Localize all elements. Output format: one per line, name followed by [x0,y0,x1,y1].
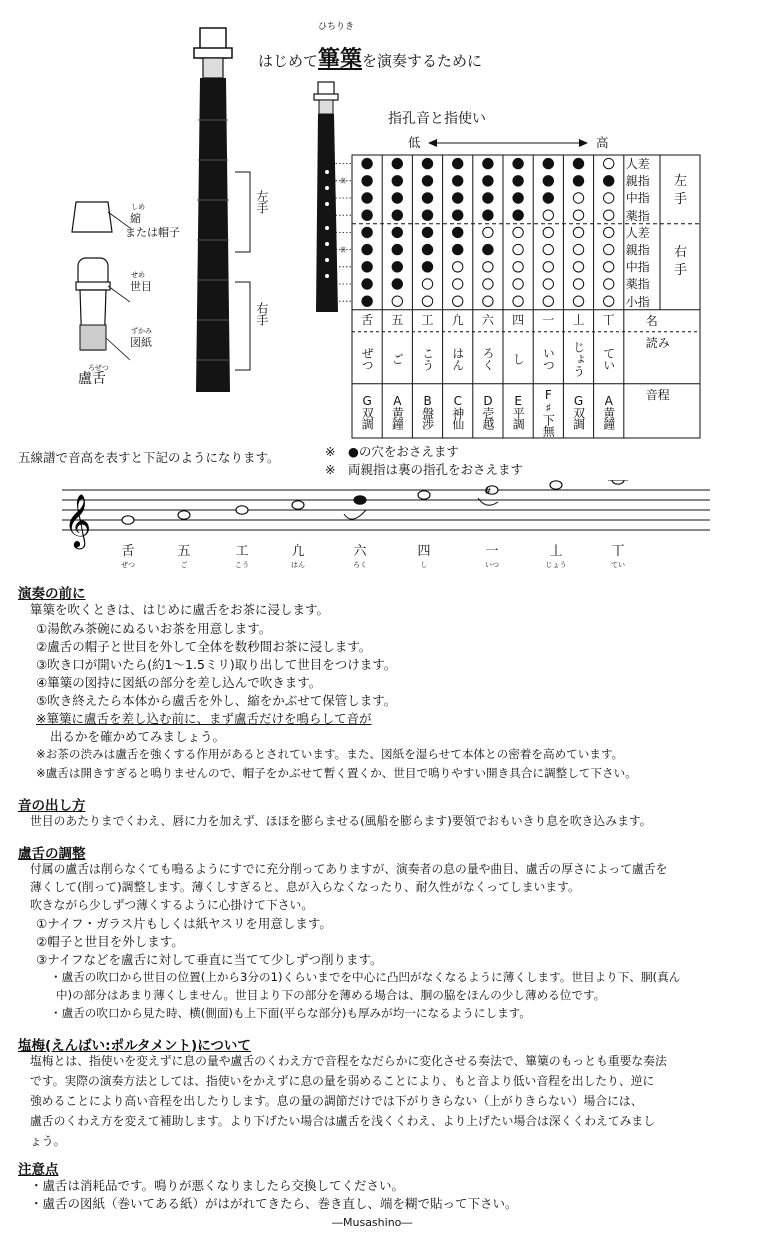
closed-hole-icon [543,193,553,203]
sharp-sign: # [484,487,492,497]
closed-hole-icon [573,158,583,168]
label-roze: 盧舌 [78,371,106,387]
sec5-item-2: ・盧舌の図紙（巻いてある紙）がはがれてきたら、巻き直し、端を糊で貼って下さい。 [30,1196,518,1211]
open-hole-icon [573,244,583,254]
label-seme: 世目 [130,280,152,293]
note-reading: し [511,352,526,365]
sec4-line-4: 盧舌のくわえ方を変えて補助します。より下げたい場合は盧舌を浅くくわえ、より上げたい場合は深くくわえてみまし [30,1114,656,1128]
closed-hole-icon [362,227,372,237]
back-hole-marker: 裏 [340,246,347,254]
sec1-step-2: ②盧舌の帽子と世目を外して全体を数秒間お茶に浸します。 [36,639,372,654]
closed-hole-icon [392,227,402,237]
staff-note-name: 丄 [549,544,563,559]
back-hole-marker: 裏 [340,177,347,185]
note-name: 四 [512,312,525,327]
note-reading: こう [420,346,435,371]
staff-note-name: 工 [235,544,249,559]
title-furigana: ひちりき [318,22,355,32]
finger-label: 薬指 [625,208,650,223]
closed-hole-icon [453,210,463,220]
staff-note [354,496,366,504]
staff-note-reading: ろく [353,561,367,569]
staff-note-reading: ぜつ [121,561,135,569]
open-hole-icon [604,193,614,203]
open-hole-icon [453,279,463,289]
note-pitch: G双調 [571,394,586,430]
sec5-item-1: ・盧舌は消耗品です。鳴りが悪くなりましたら交換してください。 [30,1178,405,1193]
label-right-hand: 右手 [255,302,269,326]
closed-hole-icon [483,176,493,186]
sec1-step-4: ④篳篥の図持に図紙の部分を差し込んで吹きます。 [36,675,322,690]
hand-right-label: 右手 [674,244,688,278]
sec3-step-2: ②帽子と世目を外します。 [36,934,184,949]
closed-hole-icon [422,158,432,168]
closed-hole-icon [543,176,553,186]
closed-hole-icon [543,158,553,168]
hand-left-label: 左手 [674,174,688,207]
label-seme-ruby: せめ [131,271,145,279]
section-heading-adjust: 盧舌の調整 [18,846,86,862]
finger-label: 中指 [625,260,650,275]
sec4-line-1: 塩梅とは、指使いを変えずに息の量や盧舌のくわえ方で音程をなだらかに変化させる奏法で、篳篥のもっとも重要な奏法 [30,1054,667,1068]
note-reading: はん [450,346,465,371]
open-hole-icon [513,279,523,289]
open-hole-icon [543,210,553,220]
closed-hole-icon [392,193,402,203]
label-shime-ruby: しめ [131,203,145,211]
legend-text-1: ●の穴をおさえます [348,444,459,459]
label-boshi: または帽子 [125,226,180,239]
sec3-body-2: 薄くして(削って)調整します。薄くしすぎると、息が入らなくなったり、耐久性がなくってしまいます。 [30,880,580,894]
closed-hole-icon [513,158,523,168]
pitch-label: 音程 [645,387,670,402]
open-hole-icon [543,296,553,306]
staff-note-name: 凢 [291,544,305,559]
small-hichiriki-illustration [305,80,355,320]
sec1-note-1a: ※篳篥に盧舌を差し込む前に、まず盧舌だけを鳴らして音が [36,711,372,726]
closed-hole-icon [422,227,432,237]
finger-label: 中指 [625,191,650,206]
note-name: 工 [421,312,434,327]
open-hole-icon [392,296,402,306]
open-hole-icon [604,210,614,220]
closed-hole-icon [483,158,493,168]
note-pitch: A黄鐘 [390,394,405,430]
open-hole-icon [483,279,493,289]
note-name: 凢 [451,312,464,327]
staff-note-reading: じょう [545,561,567,569]
title-prefix: はじめて [258,52,319,70]
closed-hole-icon [573,176,583,186]
sec1-step-3: ③吹き口が開いたら(約1～1.5ミリ)取り出して世目をつけます。 [36,657,397,672]
title-suffix: を演奏するために [362,52,483,70]
closed-hole-icon [422,262,432,272]
section-heading-sound: 音の出し方 [18,798,86,814]
staff-note-name: 丅 [611,544,625,559]
slur [478,498,498,505]
open-hole-icon [483,262,493,272]
note-pitch: G双調 [360,394,375,430]
open-hole-icon [604,158,614,168]
closed-hole-icon [453,158,463,168]
closed-hole-icon [513,193,523,203]
note-reading: いつ [541,346,556,371]
closed-hole-icon [392,158,402,168]
closed-hole-icon [483,244,493,254]
sec3-bullet-1a: ・盧舌の吹口から世目の位置(上から3分の1)くらいまでを中心に凸凹がなくなるように薄くします。世目より下、胴(真ん [50,970,681,984]
open-hole-icon [453,296,463,306]
open-hole-icon [604,227,614,237]
legend-note-2 [325,460,523,479]
sec4-line-5: ょう。 [30,1134,66,1148]
label-left-hand: 左手 [255,190,269,214]
note-reading: じょう [571,340,586,377]
closed-hole-icon [483,193,493,203]
closed-hole-icon [362,193,372,203]
open-hole-icon [573,227,583,237]
staff-note-name: 四 [417,544,431,559]
label-shime: 縮 [130,212,141,225]
open-hole-icon [483,296,493,306]
sec1-intro: 篳篥を吹くときは、はじめに盧舌をお茶に浸します。 [30,602,330,617]
staff-note-name: 五 [177,544,191,559]
sec1-note-3: ※盧舌は開きすぎると鳴りませんので、帽子をかぶせて暫く置くか、世目で鳴りやすい開き具合に調整して下さい。 [36,766,637,780]
name-label: 名 [645,313,658,328]
closed-hole-icon [453,244,463,254]
closed-hole-icon [392,244,402,254]
note-name: 一 [542,312,555,327]
closed-hole-icon [362,158,372,168]
open-hole-icon [453,262,463,272]
staff-note [550,481,562,489]
staff-note [292,501,304,509]
staff-note-reading: ご [180,561,188,569]
open-hole-icon [513,262,523,272]
staff-note [612,480,624,484]
footer-brand: ―Musashino― [332,1216,413,1229]
chart-low-label: 低 [408,135,421,150]
note-name: 五 [391,312,404,327]
note-name: 丅 [602,312,615,327]
legend-mark-1: ※ [325,444,336,459]
sec3-step-3: ③ナイフなどを盧舌に対して垂直に当てて少しずつ削ります。 [36,952,383,967]
finger-label: 親指 [625,243,650,257]
low-high-arrow [428,136,588,150]
finger-label: 人差 [625,157,650,171]
sec3-step-1: ①ナイフ・ガラス片もしくは紙ヤスリを用意します。 [36,916,332,931]
note-reading: てい [601,346,616,371]
label-roze-ruby: ろぜつ [88,364,109,372]
sec2-body: 世目のあたりまでくわえ、唇に力を加えず、ほほを膨らませる(風船を膨らます)要領でおもいきり息を吹き込みます。 [30,814,652,828]
label-zukami-ruby: ずかみ [131,327,152,335]
staff-note [122,516,134,524]
sec1-step-5: ⑤吹き終えたら本体から盧舌を外し、縮をかぶせて保管します。 [36,693,397,708]
open-hole-icon [573,193,583,203]
open-hole-icon [604,262,614,272]
note-reading: ろく [480,346,495,371]
staff-note-reading: てい [611,561,625,569]
open-hole-icon [573,262,583,272]
closed-hole-icon [422,210,432,220]
open-hole-icon [604,279,614,289]
open-hole-icon [604,244,614,254]
open-hole-icon [543,227,553,237]
closed-hole-icon [453,227,463,237]
finger-label: 人差 [625,225,650,240]
open-hole-icon [604,296,614,306]
staff-note-reading: し [420,561,428,569]
open-hole-icon [573,210,583,220]
staff-note-name: 舌 [121,544,135,559]
staff-note-reading: はん [291,561,305,569]
sec1-note-1b: 出るかを確かめてみましょう。 [50,729,226,744]
note-name: 丄 [572,312,585,327]
closed-hole-icon [392,279,402,289]
closed-hole-icon [362,296,372,306]
title-main: 篳篥 [318,47,363,72]
legend-mark-2: ※ [325,462,336,477]
closed-hole-icon [362,176,372,186]
note-pitch: F♯下無 [541,387,556,436]
open-hole-icon [422,279,432,289]
note-pitch: B盤渉 [420,394,435,430]
staff-note-name: 六 [353,544,367,559]
open-hole-icon [422,296,432,306]
staff-note [418,491,430,499]
closed-hole-icon [392,262,402,272]
open-hole-icon [543,279,553,289]
chart-title: 指孔音と指使い [388,111,486,127]
note-reading: ぜつ [360,346,375,371]
closed-hole-icon [483,210,493,220]
sec1-note-2: ※お茶の渋みは盧舌を強くする作用があるとされています。また、図紙を湿らせて本体との密着を高めています。 [36,747,624,761]
closed-hole-icon [362,244,372,254]
slur [344,510,366,519]
note-pitch: C神仙 [450,394,465,430]
label-zukami: 図紙 [130,336,152,349]
closed-hole-icon [453,176,463,186]
closed-hole-icon [453,193,463,203]
sec3-body-1: 付属の盧舌は削らなくても鳴るようにすでに充分削ってありますが、演奏者の息の量や曲目、盧舌の厚さによって盧舌を [30,862,668,876]
closed-hole-icon [362,279,372,289]
sec4-line-2: です。実際の演奏方法としては、指使いをかえずに息の量を弱めることにより、もと音より低い音程を出したり、逆に [30,1074,655,1088]
open-hole-icon [513,296,523,306]
staff-intro: 五線譜で音高を表すと下記のようになります。 [18,450,280,465]
open-hole-icon [513,244,523,254]
legend-text-2: 両親指は裏の指孔をおさえます [348,462,524,477]
note-pitch: D壱越 [480,394,495,430]
reading-label: 読み [645,335,670,350]
finger-label: 親指 [625,174,650,189]
closed-hole-icon [422,193,432,203]
section-heading-enbai: 塩梅(えんばい:ポルタメント)について [18,1038,251,1054]
finger-label: 小指 [625,294,650,309]
note-name: 舌 [361,312,374,327]
closed-hole-icon [422,176,432,186]
note-name: 六 [481,312,494,327]
sec3-bullet-2: ・盧舌の吹口から見た時、横(側面)も上下面(平らな部分)も厚みが均一になるようにします。 [50,1006,531,1020]
sec1-step-1: ①湯飲み茶碗にぬるいお茶を用意します。 [36,621,272,636]
hichiriki-illustration [60,20,320,400]
chart-high-label: 高 [596,135,609,150]
open-hole-icon [543,262,553,272]
closed-hole-icon [362,210,372,220]
note-reading: ご [390,352,405,365]
staff-note-reading: いつ [485,561,499,569]
staff-note-name: 一 [485,544,499,559]
sec4-line-3: 強めることにより高い音程を出したりします。息の量の調節だけでは下がりきらない（上がりきらない）場合には、 [30,1094,643,1108]
legend-note-1 [325,442,459,461]
sec3-bullet-1b: 中)の部分はあまり薄くしません。世目より下の部分を薄める場合は、胴の脇をほんの少し薄める位です。 [56,988,606,1002]
closed-hole-icon [422,244,432,254]
open-hole-icon [543,244,553,254]
note-pitch: A黄鐘 [601,394,616,430]
open-hole-icon [513,227,523,237]
staff-note [236,506,248,514]
closed-hole-icon [513,210,523,220]
note-pitch: E平調 [511,394,526,430]
finger-label: 薬指 [625,277,650,292]
closed-hole-icon [392,210,402,220]
staff-note-reading: こう [235,561,249,569]
closed-hole-icon [392,176,402,186]
closed-hole-icon [513,176,523,186]
sec3-body-3: 吹きながら少しずつ薄くするように心掛けて下さい。 [30,898,314,912]
open-hole-icon [573,279,583,289]
open-hole-icon [483,227,493,237]
section-heading-before: 演奏の前に [18,586,86,602]
staff-note [178,511,190,519]
closed-hole-icon [362,262,372,272]
closed-hole-icon [604,176,614,186]
treble-clef-icon: 𝄞 [64,493,92,547]
open-hole-icon [573,296,583,306]
section-heading-caution: 注意点 [18,1162,59,1178]
